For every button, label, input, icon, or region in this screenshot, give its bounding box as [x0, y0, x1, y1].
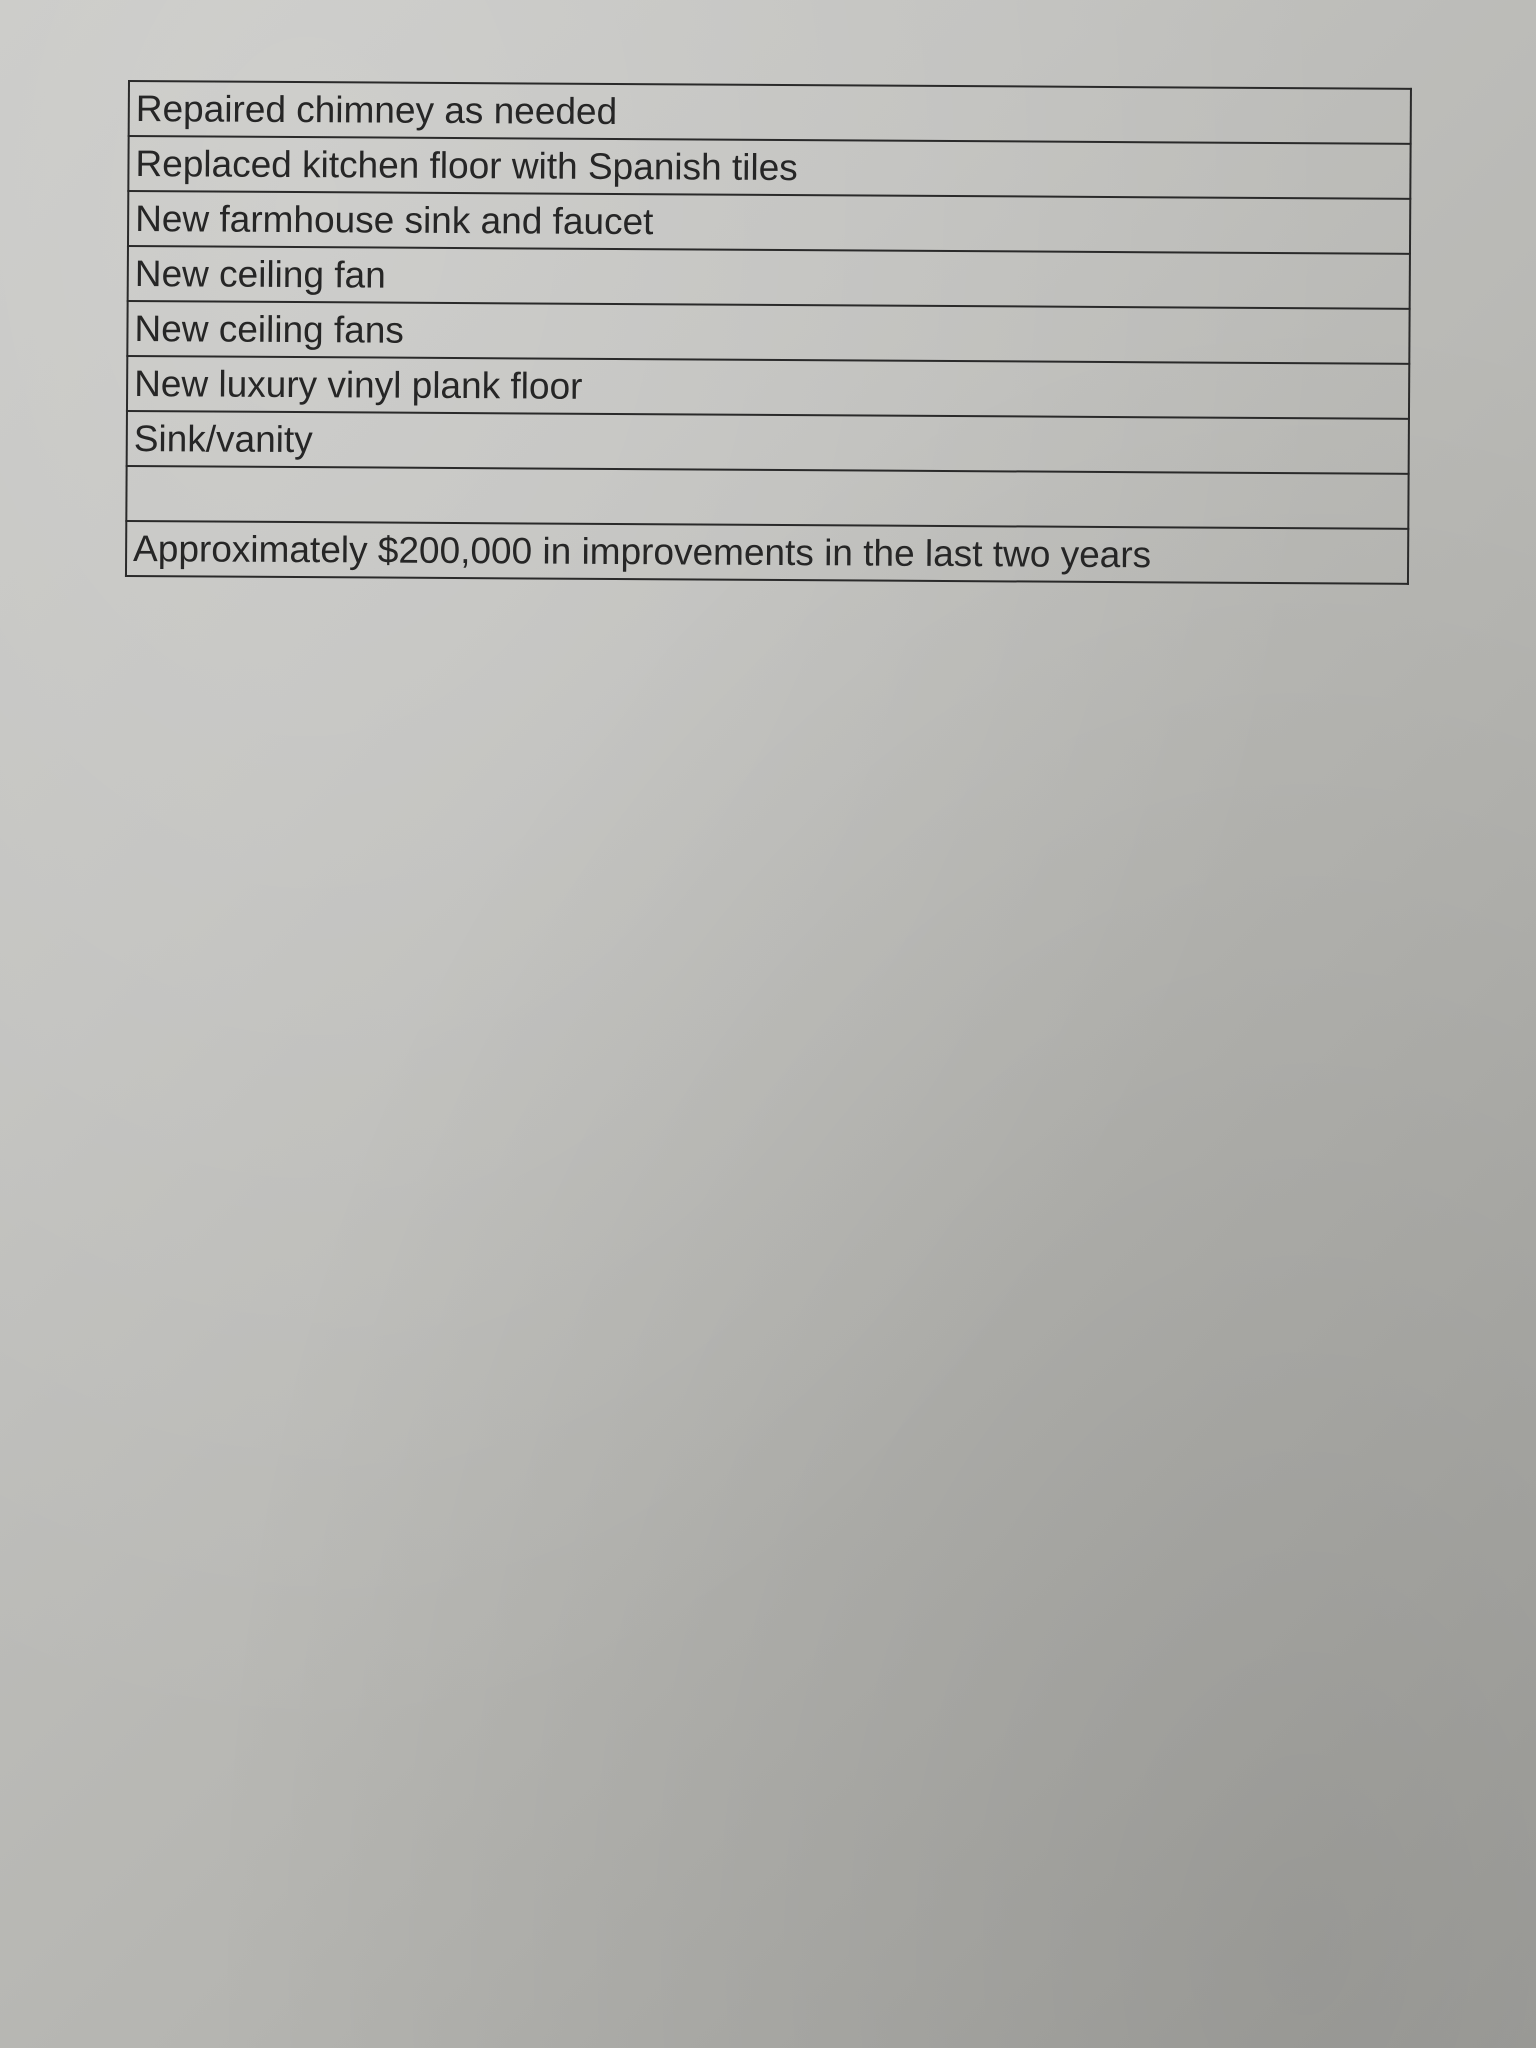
table-cell-empty	[126, 466, 1408, 529]
table-row	[129, 81, 1411, 144]
table-cell: New ceiling fans	[127, 301, 1409, 364]
table-row-total	[126, 521, 1408, 584]
table-cell: New luxury vinyl plank floor	[127, 356, 1409, 419]
table-row	[127, 411, 1409, 474]
table-row	[128, 246, 1410, 309]
table-cell: Repaired chimney as needed	[129, 81, 1411, 144]
table-row	[128, 191, 1410, 254]
table-row	[127, 356, 1409, 419]
table-cell: Replaced kitchen floor with Spanish tiles	[128, 136, 1410, 199]
table-row	[127, 301, 1409, 364]
improvements-table	[125, 80, 1412, 585]
table-cell: New farmhouse sink and faucet	[128, 191, 1410, 254]
improvements-table-wrapper	[125, 80, 1412, 585]
table-cell: New ceiling fan	[128, 246, 1410, 309]
table-cell: Sink/vanity	[127, 411, 1409, 474]
total-improvements-cell: Approximately $200,000 in improvements in the last two years	[126, 521, 1408, 584]
table-row	[128, 136, 1410, 199]
table-row-empty	[126, 466, 1408, 529]
